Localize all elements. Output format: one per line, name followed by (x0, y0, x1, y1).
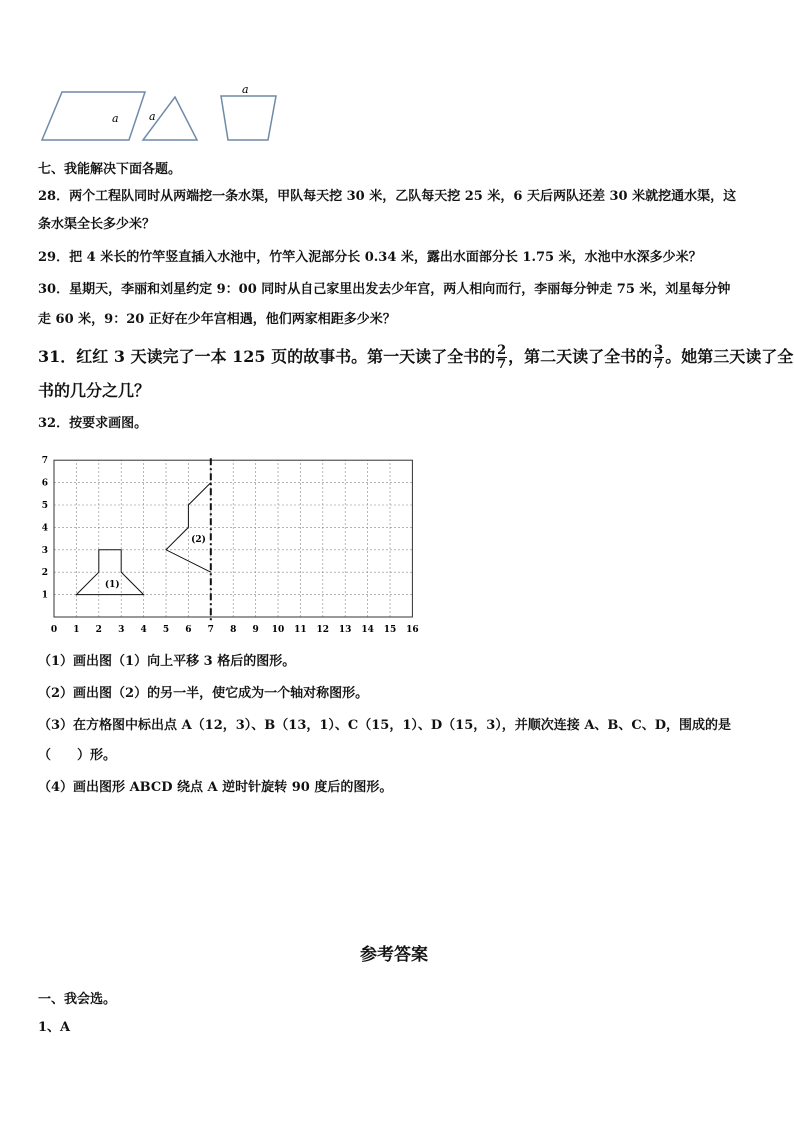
x-tick-label: 6 (185, 625, 192, 635)
answers-title: 参考答案 (360, 945, 428, 965)
trapezoid-label: a (242, 83, 249, 96)
x-tick-label: 3 (118, 625, 125, 635)
x-tick-label: 10 (271, 625, 285, 635)
x-tick-label: 7 (207, 625, 214, 635)
question-29: 29．把 4 米长的竹竿竖直插入水池中，竹竿入泥部分长 0.34 米，露出水面部分长 1.75 米，水池中水深多少米？ (38, 250, 702, 265)
trapezoid-shape (221, 96, 276, 140)
y-tick-label: 4 (41, 523, 48, 534)
q31-fraction-2: $\frac{3}{7}$ (654, 343, 664, 372)
y-tick-label: 1 (41, 590, 48, 601)
x-tick-label: 12 (316, 625, 330, 635)
x-tick-label: 9 (252, 625, 259, 635)
question-30-line2: 走 60 米，9：20 正好在少年宫相遇，他们两家相距多少米？ (38, 312, 396, 327)
task-2: （2）画出图（2）的另一半，使它成为一个轴对称图形。 (38, 686, 369, 701)
q31-text-part1: 31．红红 3 天读完了一本 125 页的故事书。第一天读了全书的 (38, 347, 496, 366)
question-31-line2: 书的几分之几？ (38, 381, 151, 400)
x-tick-label: 4 (140, 625, 147, 635)
y-tick-label: 3 (41, 545, 48, 556)
coordinate-grid (38, 450, 428, 638)
x-tick-label: 0 (50, 625, 58, 635)
task-1: （1）画出图（1）向上平移 3 格后的图形。 (38, 654, 296, 669)
y-tick-label: 6 (41, 478, 48, 489)
question-28-line2: 条水渠全长多少米？ (38, 217, 156, 232)
x-tick-label: 2 (95, 625, 102, 635)
parallelogram-shape (42, 92, 145, 140)
x-tick-label: 16 (406, 625, 419, 635)
x-tick-label: 13 (338, 625, 352, 635)
y-tick-label: 7 (41, 456, 48, 467)
x-tick-label: 8 (230, 625, 237, 635)
figure-2-label: (2) (191, 534, 206, 545)
x-tick-label: 14 (361, 625, 374, 635)
section-7-title: 七、我能解决下面各题。 (38, 162, 182, 177)
question-32-title: 32．按要求画图。 (38, 416, 148, 431)
q31-text-part2: ，第二天读了全书的 (508, 347, 653, 366)
triangle-label: a (149, 110, 156, 123)
task-4: （4）画出图形 ABCD 绕点 A 逆时针旋转 90 度后的图形。 (38, 780, 393, 795)
question-31-line1 (38, 344, 793, 371)
x-tick-label: 11 (294, 625, 307, 635)
q31-text-part3: 。她第三天读了全 (665, 347, 794, 366)
x-tick-label: 15 (383, 625, 397, 635)
x-tick-label: 5 (162, 625, 170, 635)
q31-fraction-1: $\frac{2}{7}$ (497, 343, 507, 372)
x-tick-label: 1 (73, 625, 80, 635)
task-3-line2: （ ）形。 (38, 748, 117, 763)
figure-1-label: (1) (104, 579, 120, 590)
y-tick-label: 5 (41, 501, 48, 511)
answers-section-1: 一、我会选。 (38, 992, 117, 1007)
top-shapes (35, 82, 285, 144)
answer-1: 1、A (38, 1020, 71, 1035)
task-3-line1: （3）在方格图中标出点 A（12，3）、B（13，1）、C（15，1）、D（15，3），并顺次连接 A、B、C、D，围成的是 (38, 718, 732, 733)
question-30-line1: 30．星期天，李丽和刘星约定 9：00 同时从自己家里出发去少年宫，两人相向而行，李丽每分钟走 75 米，刘星每分钟 (38, 282, 731, 297)
parallelogram-label: a (112, 112, 119, 125)
question-28-line1: 28．两个工程队同时从两端挖一条水渠，甲队每天挖 30 米，乙队每天挖 25 米，6 天后两队还差 30 米就挖通水渠，这 (38, 189, 737, 204)
y-tick-label: 2 (41, 568, 48, 579)
